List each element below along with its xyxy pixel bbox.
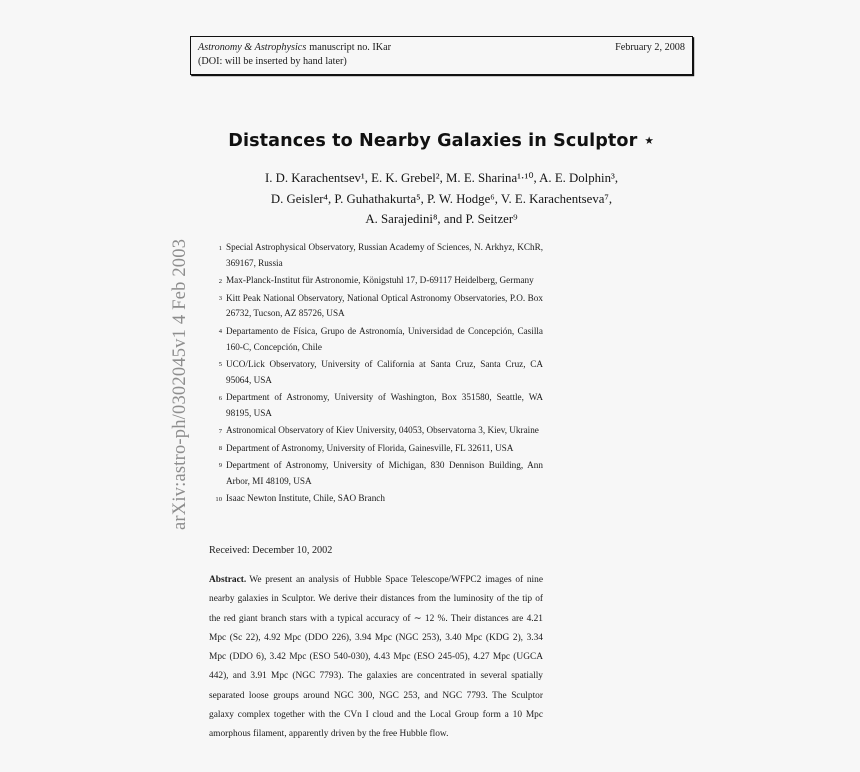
affiliation-text: Special Astrophysical Observatory, Russian Academy of Sciences, N. Arkhyz, KChR, 369167, Russia xyxy=(226,242,543,268)
affiliation-text: Max-Planck-Institut für Astronomie, Königstuhl 17, D-69117 Heidelberg, Germany xyxy=(226,275,534,286)
affiliation-item xyxy=(209,240,543,272)
affiliation-text: Kitt Peak National Observatory, National Optical Astronomy Observatories, P.O. Box 26732, Tucson, AZ 85726, USA xyxy=(226,292,543,319)
affiliation-item xyxy=(209,291,543,323)
journal-header-row xyxy=(198,41,685,54)
author-line: I. D. Karachentsev¹, E. K. Grebel², M. E. Sharina¹·¹⁰, A. E. Dolphin³, xyxy=(264,171,619,185)
affiliation-text: Department of Astronomy, University of Michigan, 830 Dennison Building, Ann Arbor, MI 48109, USA xyxy=(226,459,543,486)
affiliation-item xyxy=(209,441,543,457)
affiliation-item xyxy=(209,491,543,507)
author-line: D. Geisler⁴, P. Guhathakurta⁵, P. W. Hodge⁶, V. E. Karachentseva⁷, xyxy=(270,191,613,206)
header-date: February 2, 2008 xyxy=(615,42,685,53)
author-line: A. Sarajedini⁸, and P. Seitzer⁹ xyxy=(365,212,518,226)
journal-header-left xyxy=(198,41,391,54)
affiliation-item xyxy=(209,390,543,422)
abstract-section xyxy=(209,571,543,745)
affiliation-marker: 8 xyxy=(218,445,222,453)
affiliation-item xyxy=(209,324,543,356)
title-footnote-marker: ⋆ xyxy=(643,131,655,151)
affiliation-item xyxy=(209,273,543,289)
affiliation-marker: 1 xyxy=(218,244,222,252)
affiliation-marker: 5 xyxy=(218,361,222,369)
doi-note: (DOI: will be inserted by hand later) xyxy=(198,56,347,68)
affiliation-text: UCO/Lick Observatory, University of California at Santa Cruz, Santa Cruz, CA 95064, USA xyxy=(226,358,543,385)
journal-header-box xyxy=(190,36,693,75)
affiliation-marker: 2 xyxy=(218,277,222,285)
page-title-text: Distances to Nearby Galaxies in Sculptor xyxy=(228,131,638,151)
arxiv-identifier-stamp: arXiv:astro-ph/0302045v1 4 Feb 2003 xyxy=(170,238,190,530)
affiliation-item xyxy=(209,357,543,389)
affiliation-text: Astronomical Observatory of Kiev University, 04053, Observatorna 3, Kiev, Ukraine xyxy=(226,425,539,436)
affiliation-text: Department of Astronomy, University of Washington, Box 351580, Seattle, WA 98195, USA xyxy=(226,392,543,419)
author-list xyxy=(190,168,693,230)
manuscript-number: manuscript no. IKar xyxy=(309,42,392,53)
affiliation-text: Isaac Newton Institute, Chile, SAO Branch xyxy=(226,493,385,504)
affiliation-marker: 10 xyxy=(215,495,222,503)
abstract-label: Abstract. xyxy=(209,575,247,585)
journal-name: Astronomy & Astrophysics xyxy=(198,42,307,53)
affiliation-list xyxy=(209,240,543,508)
affiliation-item xyxy=(209,458,543,490)
affiliation-marker: 6 xyxy=(218,394,222,402)
affiliation-text: Department of Astronomy, University of Florida, Gainesville, FL 32611, USA xyxy=(226,442,514,453)
affiliation-item xyxy=(209,423,543,439)
abstract-text: We present an analysis of Hubble Space Telescope/WFPC2 images of nine nearby galaxies in Sculptor. We derive their distances from the luminosity of the tip of the red giant branch stars with a typical accuracy of ∼ 12 %. Their distances are 4.21 Mpc (Sc 22), 4.92 Mpc (DDO 226), 3.94 Mpc (NGC 253), 3.40 Mpc (KDG 2), 3.34 Mpc (DDO 6), 3.42 Mpc (ESO 540-030), 4.43 Mpc (ESO 245-05), 4.27 Mpc (UGCA 442), and 3.91 Mpc (NGC 7793). The galaxies are concentrated in several spatially separated loose groups around NGC 300, NGC 253, and NGC 7793. The Sculptor galaxy complex together with the CVn I cloud and the Local Group form a 10 Mpc amorphous filament, apparently driven by the free Hubble flow. xyxy=(209,575,543,740)
affiliation-marker: 7 xyxy=(218,427,222,435)
affiliation-marker: 4 xyxy=(218,328,222,336)
affiliation-marker: 3 xyxy=(218,295,222,302)
affiliation-marker: 9 xyxy=(218,462,222,470)
page-title xyxy=(190,131,693,151)
received-date: Received: December 10, 2002 xyxy=(209,545,333,556)
affiliation-text: Departamento de Física, Grupo de Astronomía, Universidad de Concepción, Casilla 160-C, Concepción, Chile xyxy=(226,325,543,352)
